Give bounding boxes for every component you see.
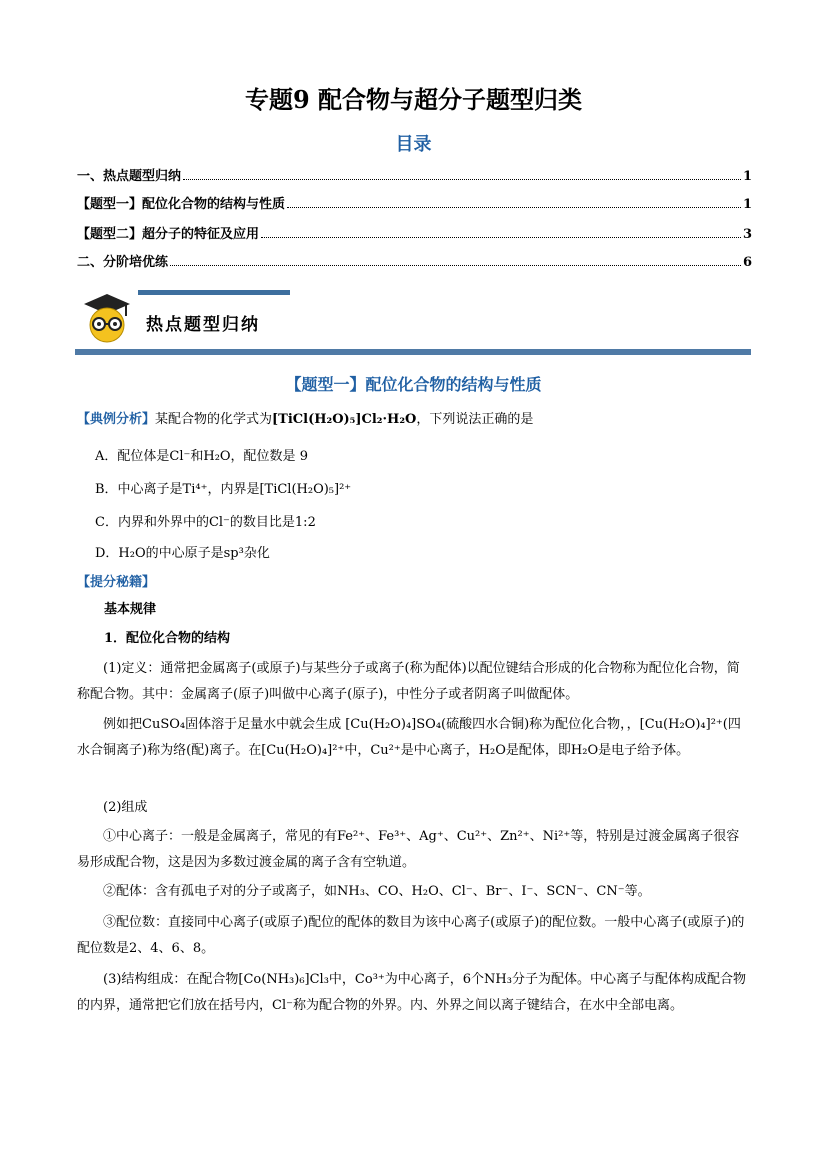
paragraph: ③配位数：直接同中心离子(或原子)配位的配体的数目为该中心离子(或原子)的配位数。一般中心离子(或原子)的配位数是2、4、6、8。 <box>77 915 745 956</box>
option-b: B．中心离子是Ti⁴⁺，内界是[TiCl(H₂O)₅]²⁺ <box>95 482 352 497</box>
toc-item-label: 一、热点题型归纳 <box>77 169 182 184</box>
example-tag: 【典例分析】 <box>77 412 156 427</box>
toc-item[interactable] <box>77 250 752 270</box>
toc-item-label: 二、分阶培优练 <box>77 255 169 270</box>
banner-divider <box>75 349 751 355</box>
option-d: D．H₂O的中心原子是sp³杂化 <box>95 546 270 561</box>
toc-item-page: 1 <box>742 169 752 184</box>
toc-item-page: 1 <box>742 197 752 212</box>
option-a: A．配位体是Cl⁻和H₂O，配位数是 9 <box>95 449 308 464</box>
example-formula: [TiCl(H₂O)₅]Cl₂·H₂O <box>272 412 417 427</box>
paragraph: ①中心离子：一般是金属离子，常见的有Fe²⁺、Fe³⁺、Ag⁺、Cu²⁺、Zn²⁺、Ni²⁺等，特别是过渡金属离子很容易形成配合物，这是因为多数过渡金属的离子含有空轨道。 <box>77 829 740 870</box>
toc-item-page: 6 <box>742 255 752 270</box>
paragraph: (2)组成 <box>103 800 148 815</box>
tips-subhead: 1．配位化合物的结构 <box>104 631 231 646</box>
toc-heading: 目录 <box>395 134 432 155</box>
toc-item-page: 3 <box>742 227 752 242</box>
paragraph: (3)结构组成：在配合物[Co(NH₃)₆]Cl₃中，Co³⁺为中心离子，6个NH₃分子为配体。中心离子与配体构成配合物的内界，通常把它们放在括号内，Cl⁻称为配合物的外界。内、外界之间以离子键结合，在水中全部电离。 <box>77 972 746 1013</box>
option-c: C．内界和外界中的Cl⁻的数目比是1:2 <box>95 515 316 530</box>
paragraph: 例如把CuSO₄固体溶于足量水中就会生成 [Cu(H₂O)₄]SO₄(硫酸四水合铜)称为配位化合物，，[Cu(H₂O)₄]²⁺(四水合铜离子)称为络(配)离子。在[Cu(H₂O)₄]²⁺中，Cu²⁺是中心离子，H₂O是配体，即H₂O是电子给予体。 <box>77 717 741 758</box>
example-stem <box>77 410 533 430</box>
section-heading: 【题型一】配位化合物的结构与性质 <box>285 375 542 394</box>
banner-accent-bar <box>138 290 290 295</box>
toc-item[interactable] <box>77 192 752 212</box>
toc-item-label: 【题型二】超分子的特征及应用 <box>77 227 260 242</box>
page-title: 专题9 配合物与超分子题型归类 <box>244 85 583 114</box>
banner-heading: 热点题型归纳 <box>146 315 260 335</box>
example-stem-pre: 某配合物的化学式为 <box>155 412 273 427</box>
tips-subhead: 基本规律 <box>104 602 157 617</box>
toc-item[interactable] <box>77 164 752 184</box>
toc-item[interactable] <box>77 222 752 242</box>
paragraph: ②配体：含有孤电子对的分子或离子，如NH₃、CO、H₂O、Cl⁻、Br⁻、I⁻、SCN⁻、CN⁻等。 <box>103 884 651 899</box>
student-mascot-icon <box>82 292 132 344</box>
toc-item-label: 【题型一】配位化合物的结构与性质 <box>77 197 286 212</box>
example-stem-post: ，下列说法正确的是 <box>416 412 534 427</box>
tips-tag: 【提分秘籍】 <box>77 575 156 590</box>
paragraph: (1)定义：通常把金属离子(或原子)与某些分子或离子(称为配体)以配位键结合形成的化合物称为配位化合物，简称配合物。其中：金属离子(原子)叫做中心离子(原子)，中性分子或者阴离子叫做配体。 <box>77 661 740 702</box>
